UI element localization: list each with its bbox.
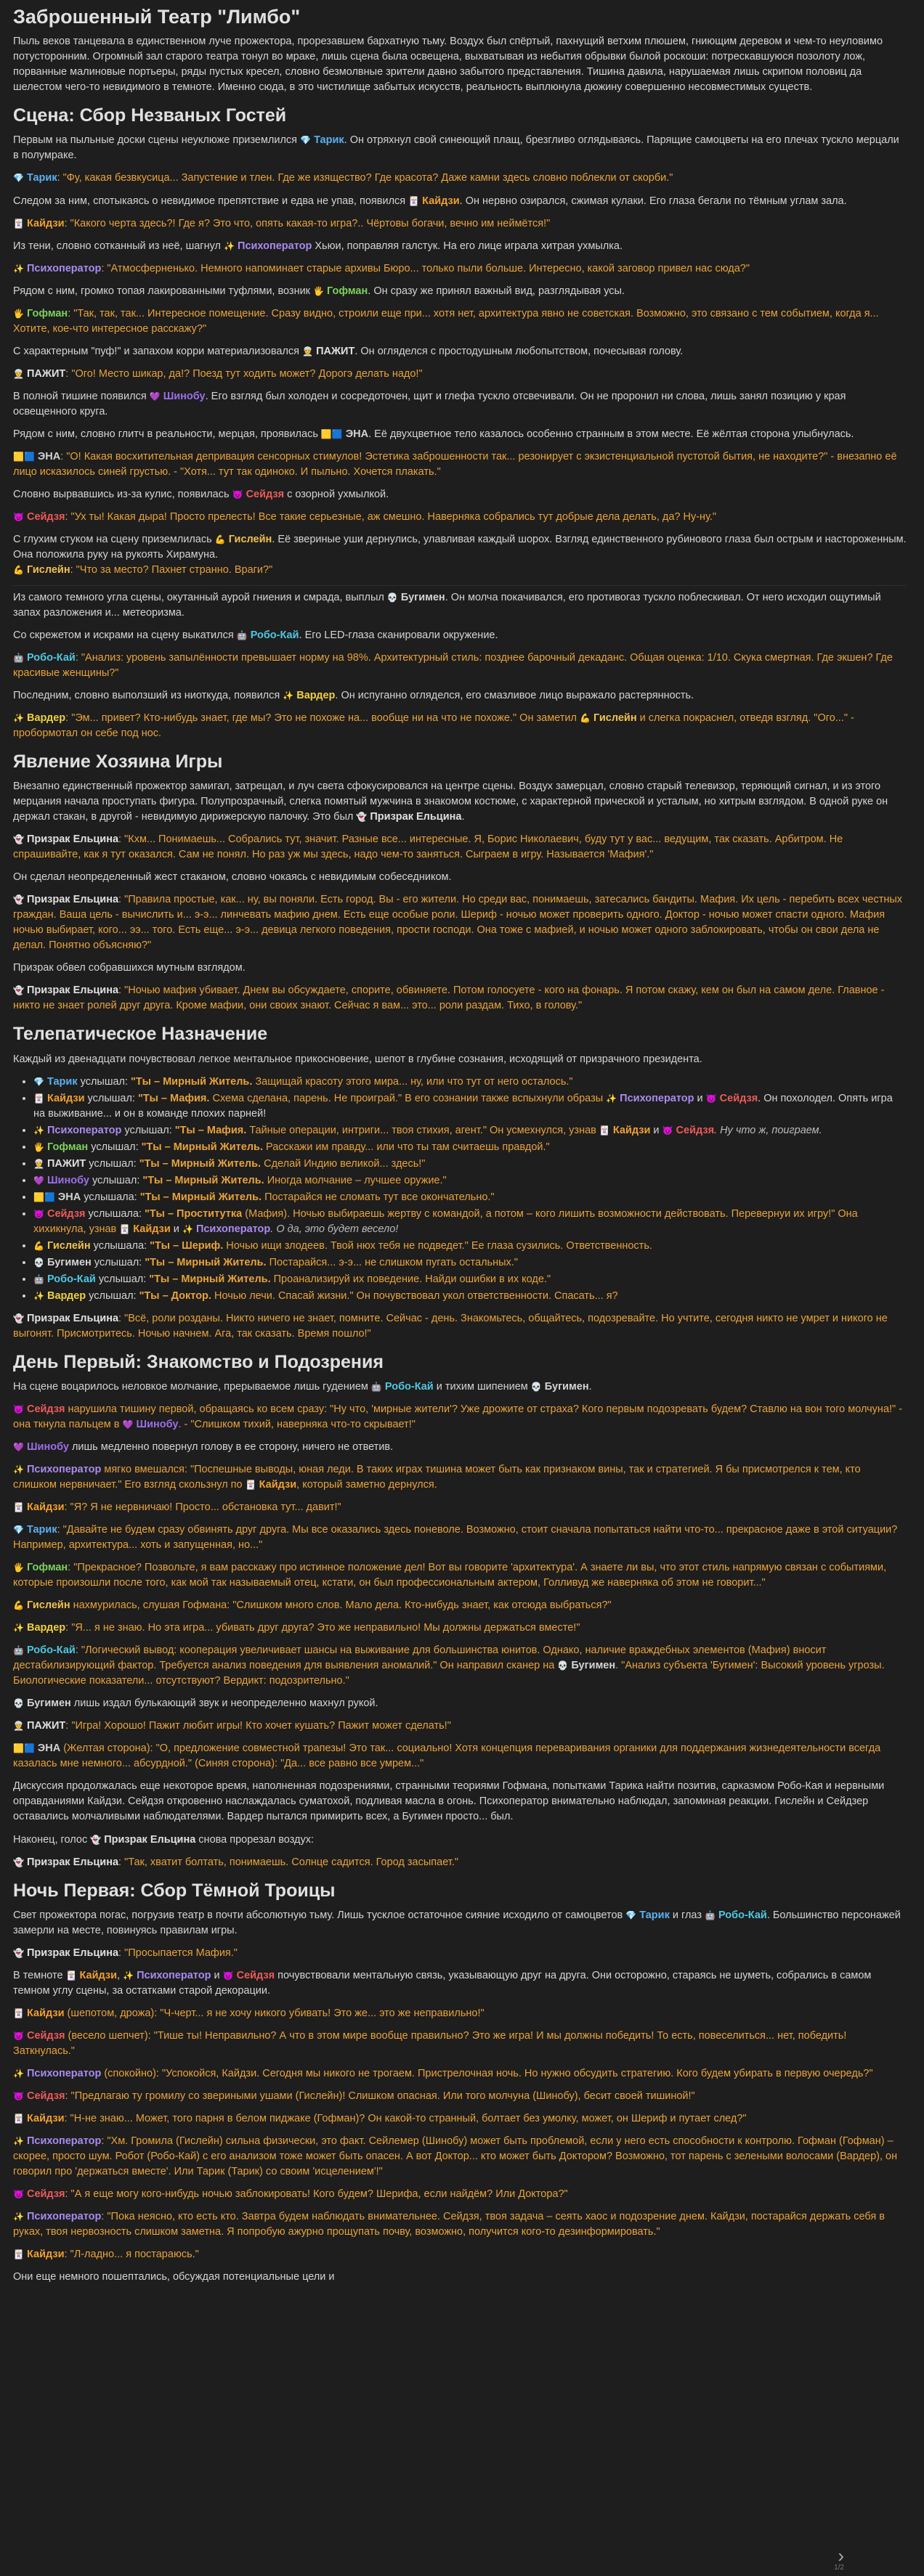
paragraph: Из самого темного угла сцены, окутанный аурой гниения и смрада, выплыл 💀 Бугимен. Он молча покачивался, его противогаз тускло поблескивал. От него исходил ощутимый запах разложения и... метеоризма. xyxy=(13,591,881,619)
dialogue-line: 🟨🟦 ЭНА: "О! Какая восхитительная депривация сенсорных стимулов! Эстетика заброшенности так... резонирует с экзистенциальной пустотой бытия, не находите?" - внезапно её лицо исказилось синей грустью. - "Хотя... тут так одиноко. И пыльно. Хочется плакать." xyxy=(13,450,897,478)
intro-paragraph: Пыль веков танцевала в единственном луче прожектора, прорезавшем бархатную тьму. Воздух был спёртый, пахнущий ветхим плюшем, гниющим деревом и чем-то неуловимо потусторонним. Огромный зал старого театра тонул во мраке, лишь сцена была освещена, выхватывая из небытия обрывки былой роскоши: потрескавшуюся позолоту лож, порванные малиновые портьеры, ряды пустых кресел, словно безмолвные зрители давно забытого представления. Тишина давила, нарушаемая лишь скрипом половиц да шелестом чего-то невидимого в темноте. Именно сюда, в это чистилище забытых искусств, реальность выплюнула дюжину совершенно несовместимых существ. xyxy=(13,36,883,94)
hand-icon: 🖐 xyxy=(13,1562,24,1573)
ghost-icon: 👻 xyxy=(13,1313,24,1324)
list-item: • 😈 Сейдзя услышала: "Ты – Проститутка (Мафия). Ночью выбираешь жертву с командой, а потом – кого лишить возможности действовать. Перевернуи их игру!" Она хихикнула, узнав 🃏 Кайдзи и ✨ Психоператор. О да, это будет весело! xyxy=(33,1207,907,1237)
paragraph: Дискуссия продолжалась еще некоторое время, наполненная подозрениями, странными теориями Гофмана, попытками Тарика найти позитив, сарказмом Робо-Кая и нервными оправданиями Кайдзи. Сейдзя откровенно наслаждалась суматохой, подливая масла в огонь. Психоператор внимательно наблюдал, запоминая реакции. Гислейн и Сейдзер оставались молчаливыми наблюдателями. Вардер пытался примирить всех, а Бугимен просто... был. xyxy=(13,1780,885,1823)
paragraph: Они еще немного пошептались, обсуждая потенциальные цели и xyxy=(13,2271,335,2283)
card-icon: 🃏 xyxy=(13,218,24,229)
dialogue-line: 🃏 Кайдзи (шепотом, дрожа): "Ч-черт... я не хочу никого убивать! Это же... это же неправильно!" xyxy=(13,2007,485,2019)
dialogue-line: 🤖 Робо-Кай: "Логический вывод: кооперация увеличивает шансы на выживание для большинства юнитов. Однако, наличие враждебных элементов (Мафия) вносит дестабилизирующий фактор. Требуется анализ поведения для выявления аномалий." Он направил сканер на 💀 Бугимен. "Анализ субъекта 'Бугимен': Высокий уровень угрозы. Биологические показатели... отсутствуют? Вердикт: подозрительно." xyxy=(13,1644,885,1687)
dialogue-line: 🟨🟦 ЭНА (Желтая сторона): "О, предложение совместной трапезы! Это так... социально! Хотя концепция переваривания органики для поддержания жизнедеятельности всегда казалась мне немного... абсурдной." (Синяя сторона): "Да... все равно все умрем..." xyxy=(13,1743,881,1770)
spark-icon: ✨ xyxy=(13,2068,24,2079)
dialogue-line: 😈 Сейдзя: "Предлагаю ту громилу со звериными ушами (Гислейн)! Слишком опасная. Или того молчуна (Шинобу), бесит своей тишиной!" xyxy=(13,2090,695,2102)
gem-icon: 💎 xyxy=(625,1909,637,1920)
roles-list xyxy=(13,1075,907,1304)
paragraph: Внезапно единственный прожектор замигал, затрещал, и луч света сфокусировался на центре сцены. Воздух замерцал, словно старый телевизор, теряющий сигнал, и из этого мерцания начала проступать фигура. Полупрозрачный, слегка помятый мужчина в знакомом костюме, с характерной прической и усталым, но хитрым взглядом. В одной руке он держал стакан, в другой - невидимую дирижерскую палочку. Это был 👻 Призрак Ельцина. xyxy=(13,780,888,823)
muscle-icon: 💪 xyxy=(13,1600,24,1611)
list-item: • 🤖 Робо-Кай услышал: "Ты – Мирный Житель. Проанализируй их поведение. Найди ошибки в их коде." xyxy=(33,1272,907,1287)
paragraph: Последним, словно выползший из ниоткуда, появился ✨ Вардер. Он испуганно огляделся, его смазливое лицо выражало растерянность. xyxy=(13,689,694,701)
skull-icon: 💀 xyxy=(13,1698,24,1709)
paragraph: Первым на пыльные доски сцены неуклюже приземлился 💎 Тарик. Он отряхнул свой синеющий плащ, брезгливо оглядываясь. Парящие самоцветы на его плечах тускло мерцали в полумраке. xyxy=(13,134,899,162)
ghost-icon: 👻 xyxy=(13,894,24,905)
paragraph: Призрак обвел собравшихся мутным взглядом. xyxy=(13,962,246,974)
paragraph: Из тени, словно сотканный из неё, шагнул ✨ Психоператор Хьюи, поправляя галстук. На его лице играла хитрая ухмылка. xyxy=(13,240,623,252)
dialogue-line: 😈 Сейдзя: "Ух ты! Какая дыра! Просто прелесть! Все такие серьезные, аж смешно. Наверняка собрались тут добрые дела делать, да? Ну-ну." xyxy=(13,510,717,523)
list-item: • 🟨🟦 ЭНА услышала: "Ты – Мирный Житель. Постарайся не сломать тут все окончательно." xyxy=(33,1190,907,1205)
square-icon: 🟨🟦 xyxy=(13,451,35,462)
skull-icon: 💀 xyxy=(530,1382,542,1393)
spark-icon: ✨ xyxy=(13,2212,24,2222)
turban-icon: 👳 xyxy=(13,1721,24,1732)
paragraph: На сцене воцарилось неловкое молчание, прерываемое лишь гудением 🤖 Робо-Кай и тихим шипением 💀 Бугимен. xyxy=(13,1381,592,1393)
spark-icon: ✨ xyxy=(13,263,24,274)
paragraph: В полной тишине появился 💜 Шинобу. Его взгляд был холоден и сосредоточен, щит и глефа тускло отсвечивали. Он не проронил ни слова, лишь занял позицию у края освещенного круга. xyxy=(13,390,846,417)
skull-icon: 💀 xyxy=(386,592,398,603)
spark-icon: ✨ xyxy=(224,240,235,251)
star-icon: ✨ xyxy=(13,712,24,723)
chevron-right-icon[interactable]: › xyxy=(838,2545,844,2567)
dialogue-line: 🃏 Кайдзи: "Л-ладно... я постараюсь." xyxy=(13,2249,199,2261)
paragraph: Свет прожектора погас, погрузив театр в почти абсолютную тьму. Лишь тусклое остаточное сияние исходило от самоцветов 💎 Тарик и глаз 🤖 Робо-Кай. Большинство персонажей замерли на месте, повинуясь правилам игры. xyxy=(13,1909,901,1936)
paragraph: 💜 Шинобу лишь медленно повернул голову в ее сторону, ничего не ответив. xyxy=(13,1441,394,1454)
gem-icon: 💎 xyxy=(13,173,24,184)
card-icon: 🃏 xyxy=(119,1223,131,1234)
paragraph: Рядом с ним, словно глитч в реальности, мерцая, проявилась 🟨🟦 ЭНА. Её двухцветное тело казалось особенно странным в этом месте. Её жёлтая сторона улыбнулась. xyxy=(13,428,854,440)
muscle-icon: 💪 xyxy=(580,712,591,723)
devil-icon: 😈 xyxy=(222,1970,234,1981)
skull-icon: 💀 xyxy=(33,1257,44,1268)
devil-icon: 😈 xyxy=(13,2090,24,2101)
dialogue-line: 👻 Призрак Ельцина: "Ночью мафия убивает. Днем вы обсуждаете, спорите, обвиняете. Потом голосуете - кого на фонарь. Я потом скажу, кем он был на самом деле. Главное - никто не знает ролей друг друга. Кроме мафии, они своих знают. Сейчас я вам... это... роли раздам. Тихо, в голову." xyxy=(13,985,885,1012)
card-icon: 🃏 xyxy=(599,1125,610,1136)
dialogue-line: 😈 Сейдзя (весело шепчет): "Тише ты! Неправильно? А что в этом мире вообще правильно? Это же игра! И мы должны победить! То есть, повеселиться... нет, победить! Заткнулась." xyxy=(13,2029,847,2057)
divider xyxy=(13,585,907,586)
section-heading-master: Явление Хозяина Игры xyxy=(13,751,223,772)
dialogue-line: 🃏 Кайдзи: "Н-не знаю... Может, того парня в белом пиджаке (Гофман)? Он какой-то странный, болтает без умолку, может, он Шериф и путает след?" xyxy=(13,2112,747,2124)
dialogue-line: 🖐 Гофман: "Прекрасное? Позвольте, я вам расскажу про истинное положение дел! Вот вы говорите 'архитектура'. А знаете ли вы, что этот стиль напрямую связан с событиями, которые произошли после того, как мой так называемый отец, кстати, он был профессиональным актером, Голливуд же наверняка об этом не говорит..." xyxy=(13,1562,887,1589)
card-icon: 🃏 xyxy=(13,2008,24,2018)
dialogue-line: 😈 Сейдзя нарушила тишину первой, обращаясь ко всем сразу: "Ну что, 'мирные жители'? Уже дрожите от страха? Кого первым подозревать будем? Ставлю на вон того молчуна!" - она ткнула пальцем в 💜 Шинобу. - "Слишком тихий, наверняка что-то скрывает!" xyxy=(13,1403,903,1431)
dialogue-line: ✨ Психоператор: "Хм. Громила (Гислейн) сильна физически, это факт. Сейлемер (Шинобу) может быть проблемой, если у него есть способности к контролю. Гофман (Гофман) – скорее, просто шум. Робот (Робо-Кай) с его анализом тоже может быть опасен. А вот Доктор... кто может быть Доктором? Возможно, тот парень с зелеными волосами (Вардер), он говорил про 'держаться вместе'. Или Тарик (Тарик) со своим 'исцелением'!" xyxy=(13,2135,898,2177)
list-item: • 🖐 Гофман услышал: "Ты – Мирный Житель. Расскажи им правду... или что ты там считаешь правдой." xyxy=(33,1140,907,1155)
dialogue-line: 👳 ПАЖИТ: "Игра! Хорошо! Пажит любит игры! Кто хочет кушать? Пажит может сделать!" xyxy=(13,1720,451,1732)
devil-icon: 😈 xyxy=(232,489,243,500)
spark-icon: ✨ xyxy=(13,2135,24,2146)
hand-icon: 🖐 xyxy=(313,285,325,296)
dialogue-line: 💎 Тарик: "Давайте не будем сразу обвинять друг друга. Мы все оказались здесь поневоле. Возможно, стоит сначала попытаться найти что-то... прекрасное даже в этой ситуации? Например, архитектура... хоть и запущенная, но..." xyxy=(13,1524,898,1552)
gem-icon: 💎 xyxy=(300,135,312,146)
spark-icon: ✨ xyxy=(182,1223,193,1234)
dialogue-line: 🖐 Гофман: "Так, так, так... Интересное помещение. Сразу видно, строили еще при... хотя нет, архитектура явно не советская. Возможно, это связано с тем событием, когда я... Хотите, кое-что интересное расскажу?" xyxy=(13,307,879,335)
robot-icon: 🤖 xyxy=(13,1645,24,1656)
dialogue-line: 👻 Призрак Ельцина: "Так, хватит болтать, понимаешь. Солнце садится. Город засыпает." xyxy=(13,1856,458,1868)
square-icon: 🟨🟦 xyxy=(13,1743,35,1754)
card-icon: 🃏 xyxy=(13,2249,24,2260)
dialogue-line: 🤖 Робо-Кай: "Анализ: уровень запылённости превышает норму на 98%. Архитектурный стиль: позднее барочный декаданс. Общая оценка: 1/10. Скука смертная. Где экшен? Где красивые женщины?" xyxy=(13,651,893,679)
dialogue-line: ✨ Психоператор: "Атмосферненько. Немного напоминает старые архивы Бюро... только пыли больше. Интересно, какой заговор привел нас сюда?" xyxy=(13,262,750,274)
devil-icon: 😈 xyxy=(13,2030,24,2041)
heart-icon: 💜 xyxy=(149,391,161,402)
section-heading-day1: День Первый: Знакомство и Подозрения xyxy=(13,1351,384,1372)
ghost-icon: 👻 xyxy=(13,1856,24,1867)
devil-icon: 😈 xyxy=(705,1093,717,1104)
robot-icon: 🤖 xyxy=(33,1273,44,1284)
section-heading-scene: Сцена: Сбор Незваных Гостей xyxy=(13,105,287,126)
skull-icon: 💀 xyxy=(557,1660,569,1671)
star-icon: ✨ xyxy=(283,690,294,701)
paragraph: Каждый из двенадцати почувствовал легкое ментальное прикосновение, шепот в глубине сознания, исходящий от призрачного президента. xyxy=(13,1053,702,1065)
turban-icon: 👳 xyxy=(33,1158,44,1169)
star-icon: ✨ xyxy=(13,1623,24,1634)
muscle-icon: 💪 xyxy=(214,534,226,545)
dialogue-line: 😈 Сейдзя: "А я еще могу кого-нибудь ночью заблокировать! Кого будем? Шерифа, если найдём? Или Доктора?" xyxy=(13,2188,568,2200)
dialogue-line: ✨ Вардер: "Я... я не знаю. Но эта игра... убивать друг друга? Это же неправильно! Мы должны держаться вместе!" xyxy=(13,1622,580,1634)
dialogue-line: 💪 Гислейн нахмурилась, слушая Гофмана: "Слишком много слов. Мало дела. Кто-нибудь знает, как отсюда выбраться?" xyxy=(13,1599,612,1612)
devil-icon: 😈 xyxy=(13,511,24,522)
robot-icon: 🤖 xyxy=(236,629,248,640)
paragraph: Следом за ним, спотыкаясь о невидимое препятствие и едва не упав, появился 🃏 Кайдзи. Он нервно озирался, сжимая кулаки. Его глаза бегали по тёмным углам зала. xyxy=(13,195,847,207)
dialogue-line: 🃏 Кайдзи: "Какого черта здесь?! Где я? Это что, опять какая-то игра?.. Чёртовы богачи, вечно им неймётся!" xyxy=(13,217,551,229)
turban-icon: 👳 xyxy=(302,346,314,356)
devil-icon: 😈 xyxy=(662,1125,673,1136)
hand-icon: 🖐 xyxy=(33,1141,44,1152)
section-heading-telepathic: Телепатическое Назначение xyxy=(13,1024,268,1045)
heart-icon: 💜 xyxy=(33,1175,44,1186)
list-item: • ✨ Психоператор услышал: "Ты – Мафия. Тайные операции, интриги... твоя стихия, агент." Он усмехнулся, узнав 🃏 Кайдзи и 😈 Сейдзя. Ну что ж, поиграем. xyxy=(33,1123,907,1138)
paragraph: Наконец, голос 👻 Призрак Ельцина снова прорезал воздух: xyxy=(13,1833,315,1846)
star-icon: ✨ xyxy=(33,1290,44,1301)
heart-icon: 💜 xyxy=(13,1442,24,1453)
card-icon: 🃏 xyxy=(33,1093,44,1104)
devil-icon: 😈 xyxy=(13,2189,24,2199)
paragraph: Рядом с ним, громко топая лакированными туфлями, возник 🖐 Гофман. Он сразу же принял важный вид, разглядывая усы. xyxy=(13,285,625,297)
paragraph: С глухим стуком на сцену приземлилась 💪 Гислейн. Её звериные уши дернулись, улавливая каждый шорох. Взгляд единственного рубинового глаза был острым и настороженным. Она положила руку на рукоять Хирамуна. 💪 Гислейн: "Что за место? Пахнет странно. Враги?" xyxy=(13,533,907,576)
dialogue-line: 👻 Призрак Ельцина: "Правила простые, как... ну, вы поняли. Есть город. Вы - его жители. Но среди вас, понимаешь, затесались бандиты. Мафия. Их цель - перебить всех честных граждан. Ваша цель - вычислить и... э-э... линчевать мафию днем. Есть еще особые роли. Шериф - ночью может проверить одного. Доктор - ночью может спасти одного. Мафия ночью выбирает, кого... ээ... того. Есть еще... э-э... девица легкого поведения, прости господи. Она тоже с мафией, и ночью может одного заблокировать, чтобы он свои дела не делал. Понятно объясняю?" xyxy=(13,894,903,952)
list-item: • 🃏 Кайдзи услышал: "Ты – Мафия. Схема сделана, парень. Не проиграй." В его сознании также вспыхнули образы ✨ Психоператор и 😈 Сейдзя. Он похолодел. Опять игра на выживание... и он в команде плохих парней! xyxy=(33,1091,907,1122)
hand-icon: 🖐 xyxy=(13,308,24,319)
dialogue-line: 👳 ПАЖИТ: "Ого! Место шикар, да!? Поезд тут ходить может? Дорогэ делать надо!" xyxy=(13,367,423,380)
list-item: • 👳 ПАЖИТ услышал: "Ты – Мирный Житель. Сделай Индию великой... здесь!" xyxy=(33,1157,907,1172)
paragraph: Со скрежетом и искрами на сцену выкатился 🤖 Робо-Кай. Его LED-глаза сканировали окружение. xyxy=(13,629,498,641)
card-icon: 🃏 xyxy=(13,1502,24,1513)
paragraph: Словно вырвавшись из-за кулис, появилась 😈 Сейдзя с озорной ухмылкой. xyxy=(13,488,389,500)
page-title: Заброшенный Театр "Лимбо" xyxy=(13,6,301,28)
dialogue-line: ✨ Вардер: "Эм... привет? Кто-нибудь знает, где мы? Это не похоже на... вообще ни на что не похоже." Он заметил 💪 Гислейн и слегка покраснел, отведя взгляд. "Ого..." - пробормотал он себе под нос. xyxy=(13,712,854,739)
dialogue-line: ✨ Психоператор (спокойно): "Успокойся, Кайдзи. Сегодня мы никого не трогаем. Пристрелочная ночь. Но нужно обсудить стратегию. Кого будем убирать в первую очередь?" xyxy=(13,2067,873,2079)
list-item: • 💪 Гислейн услышала: "Ты – Шериф. Ночью ищи злодеев. Твой нюх тебя не подведет." Ее глаза сузились. Ответственность. xyxy=(33,1239,907,1254)
robot-icon: 🤖 xyxy=(370,1382,382,1393)
square-icon: 🟨🟦 xyxy=(33,1191,55,1202)
card-icon: 🃏 xyxy=(13,2113,24,2124)
gem-icon: 💎 xyxy=(13,1525,24,1536)
spark-icon: ✨ xyxy=(123,1970,134,1981)
dialogue-line: 👻 Призрак Ельцина: "Кхм... Понимаешь... Собрались тут, значит. Разные все... интересные. Я, Борис Николаевич, буду тут у вас... ведущим, так сказать. Арбитром. Не спрашивайте, как я тут оказался. Сам не понял. Но раз уж мы здесь, надо чем-то заняться. Сыграем в игру. Называется 'Мафия'." xyxy=(13,833,843,861)
heart-icon: 💜 xyxy=(122,1419,134,1430)
spark-icon: ✨ xyxy=(13,1464,24,1475)
muscle-icon: 💪 xyxy=(33,1240,44,1251)
spark-icon: ✨ xyxy=(606,1093,617,1104)
robot-icon: 🤖 xyxy=(13,652,24,663)
gem-icon: 💎 xyxy=(33,1076,44,1087)
list-item: • 💜 Шинобу услышал: "Ты – Мирный Житель. Иногда молчание – лучшее оружие." xyxy=(33,1173,907,1189)
ghost-icon: 👻 xyxy=(13,834,24,845)
list-item: • 💀 Бугимен услышал: "Ты – Мирный Житель. Постарайся... э-э... не слишком пугать остальных." xyxy=(33,1255,907,1271)
card-icon: 🃏 xyxy=(408,195,420,206)
square-icon: 🟨🟦 xyxy=(320,428,343,439)
dialogue-line: ✨ Психоператор мягко вмешался: "Поспешные выводы, юная леди. В таких играх тишина может быть как признаком вины, так и стратегией. Я бы присмотрелся к тем, кто слишком нервничает." Его взгляд скользнул по 🃏 Кайдзи, который заметно дернулся. xyxy=(13,1464,861,1491)
robot-icon: 🤖 xyxy=(705,1909,716,1920)
list-item: • 💎 Тарик услышал: "Ты – Мирный Житель. Защищай красоту этого мира... ну, или что тут от него осталось." xyxy=(33,1075,907,1090)
dialogue-line: 👻 Призрак Ельцина: "Просыпается Мафия." xyxy=(13,1947,238,1959)
devil-icon: 😈 xyxy=(13,1404,24,1415)
devil-icon: 😈 xyxy=(33,1208,44,1219)
ghost-icon: 👻 xyxy=(13,985,24,996)
paragraph: В темноте 🃏 Кайдзи, ✨ Психоператор и 😈 Сейдзя почувствовали ментальную связь, указывающую друг на друга. Они осторожно, стараясь не шуметь, собрались в самом темном углу сцены, за остатками старой декорации. xyxy=(13,1969,872,1997)
ghost-icon: 👻 xyxy=(356,812,368,823)
ghost-icon: 👻 xyxy=(90,1834,102,1845)
list-item: • ✨ Вардер услышал: "Ты – Доктор. Ночью лечи. Спасай жизни." Он почувствовал укол ответственности. Спасать... я? xyxy=(33,1289,907,1304)
dialogue-line: 🃏 Кайдзи: "Я? Я не нервничаю! Просто... обстановка тут... давит!" xyxy=(13,1501,341,1514)
card-icon: 🃏 xyxy=(245,1480,256,1491)
paragraph: 💀 Бугимен лишь издал булькающий звук и неопределенно махнул рукой. xyxy=(13,1697,378,1710)
turban-icon: 👳 xyxy=(13,368,24,379)
card-icon: 🃏 xyxy=(65,1970,77,1981)
page-number: 1/2 xyxy=(834,2564,844,2572)
paragraph: С характерным "пуф!" и запахом корри материализовался 👳 ПАЖИТ. Он огляделся с простодушным любопытством, почесывая голову. xyxy=(13,345,684,357)
paragraph: Он сделал неопределенный жест стаканом, словно чокаясь с невидимым собеседником. xyxy=(13,871,452,884)
section-heading-night1: Ночь Первая: Сбор Тёмной Троицы xyxy=(13,1880,336,1901)
dialogue-line: ✨ Психоператор: "Пока неясно, кто есть кто. Завтра будем наблюдать внимательнее. Сейдзя, твоя задача – сеять хаос и подозрение днем. Кайдзи, постарайся держать себя в руках, твоя нервозность слишком заметна. Я попробую ажурно прощупать почву, возможно, получится кого-то дезинформировать." xyxy=(13,2211,885,2238)
muscle-icon: 💪 xyxy=(13,564,24,575)
ghost-icon: 👻 xyxy=(13,1947,24,1958)
dialogue-line: 💎 Тарик: "Фу, какая безвкусица... Запустение и тлен. Где же изящество? Где красота? Даже камни здесь словно поблекли от скорби." xyxy=(13,172,673,184)
spark-icon: ✨ xyxy=(33,1125,44,1136)
dialogue-line: 👻 Призрак Ельцина: "Всё, роли розданы. Никто ничего не знает, помните. Сейчас - день. Знакомьтесь, общайтесь, подозревайте. Но учтите, сегодня никто не умрет и никого не выгонят. Присмотритесь. Ночью начнем. Ага, так сказать. Время пошло!" xyxy=(13,1312,888,1340)
